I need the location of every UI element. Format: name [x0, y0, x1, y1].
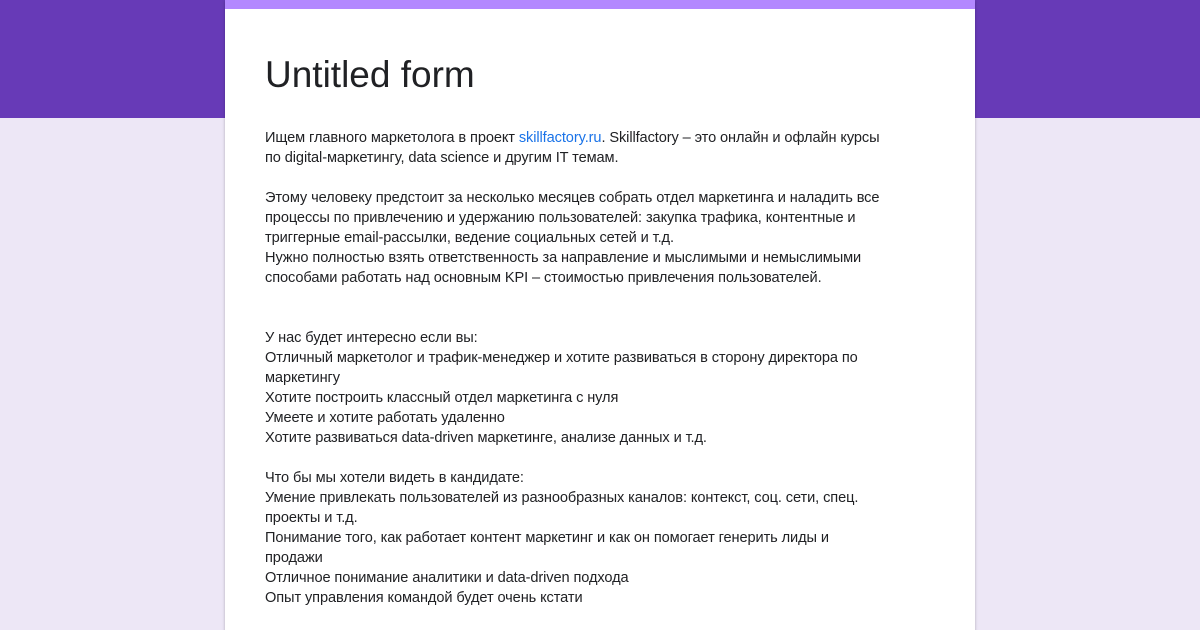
form-description	[265, 128, 945, 608]
blank-line	[265, 168, 945, 188]
description-line: процессы по привлечению и удержанию пользователей: закупка трафика, контентные и	[265, 210, 856, 226]
description-line: Отличный маркетолог и трафик-менеджер и хотите развиваться в сторону директора по	[265, 350, 858, 366]
description-line: по digital-маркетингу, data science и другим IT темам.	[265, 150, 619, 166]
description-line: Понимание того, как работает контент маркетинг и как он помогает генерить лиды и	[265, 530, 829, 546]
description-line: продажи	[265, 550, 323, 566]
description-text: Ищем главного маркетолога в проект	[265, 130, 519, 146]
description-line: Умеете и хотите работать удаленно	[265, 410, 505, 426]
description-line: Отличное понимание аналитики и data-driven подхода	[265, 570, 629, 586]
blank-line	[265, 308, 945, 328]
description-line: способами работать над основным KPI – стоимостью привлечения пользователей.	[265, 270, 822, 286]
description-text: . Skillfactory – это онлайн и офлайн курсы	[601, 130, 880, 146]
description-line: проекты и т.д.	[265, 510, 358, 526]
accent-strip	[225, 0, 975, 9]
blank-line	[265, 448, 945, 468]
description-line: Опыт управления командой будет очень кстати	[265, 590, 583, 606]
description-line: У нас будет интересно если вы:	[265, 330, 478, 346]
description-line: Этому человеку предстоит за несколько месяцев собрать отдел маркетинга и наладить все	[265, 190, 880, 206]
description-line: Нужно полностью взять ответственность за направление и мыслимыми и немыслимыми	[265, 250, 862, 266]
description-line: триггерные email-рассылки, ведение социальных сетей и т.д.	[265, 230, 674, 246]
description-line: Умение привлекать пользователей из разнообразных каналов: контекст, соц. сети, спец.	[265, 490, 859, 506]
description-line: маркетингу	[265, 370, 340, 386]
form-title: Untitled form	[265, 54, 475, 95]
description-line	[265, 128, 945, 148]
description-line: Хотите построить классный отдел маркетинга с нуля	[265, 390, 619, 406]
skillfactory-link[interactable]: skillfactory.ru	[518, 130, 602, 146]
description-line: Что бы мы хотели видеть в кандидате:	[265, 470, 524, 486]
form-header-card	[225, 0, 975, 630]
blank-line	[265, 288, 945, 308]
description-line: Хотите развиваться data-driven маркетинге, анализе данных и т.д.	[265, 430, 707, 446]
